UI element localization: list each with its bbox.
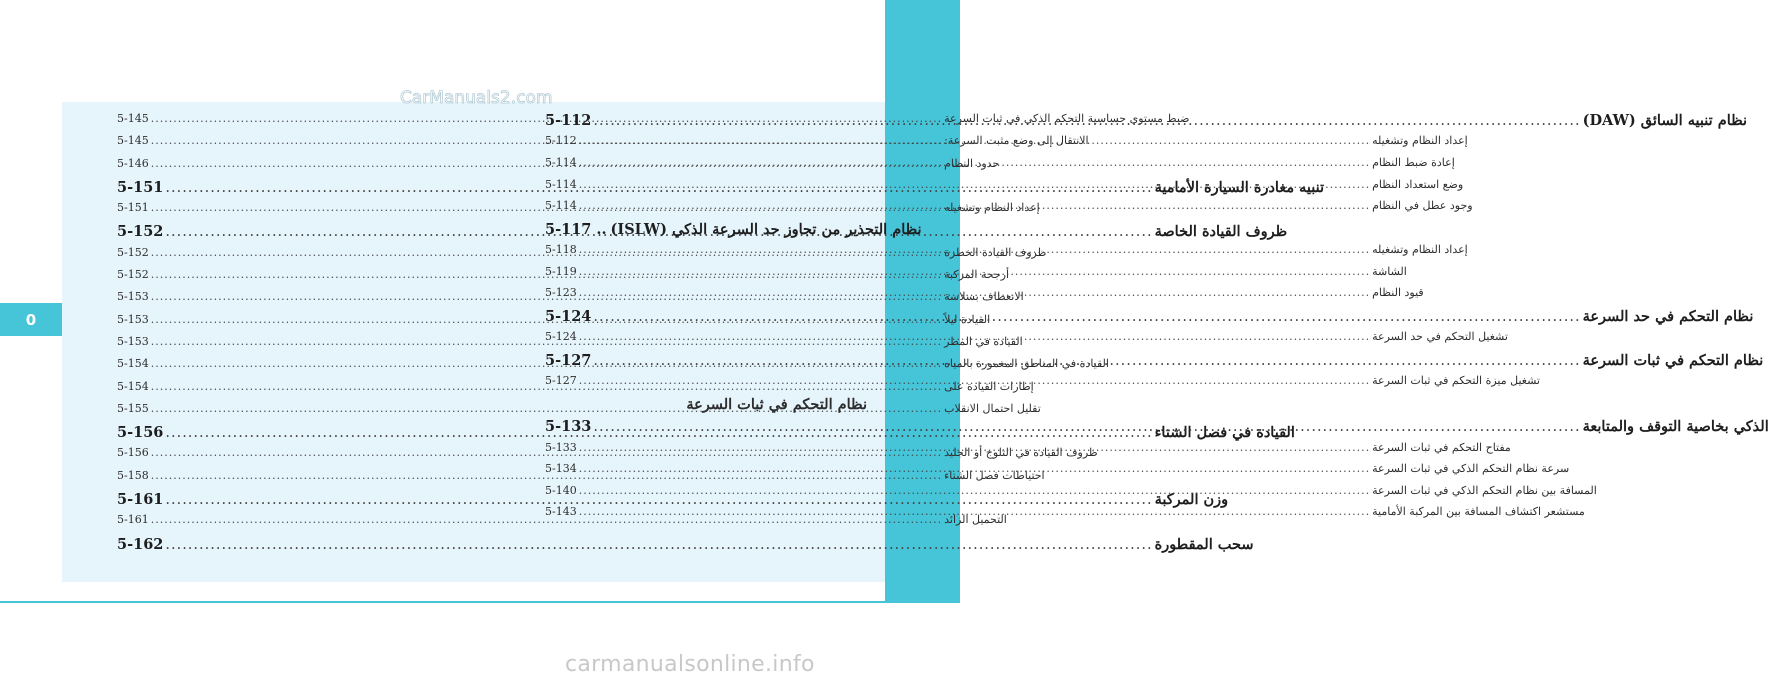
toc-leader-dots (593, 419, 1580, 435)
toc-page-number: 5-140 (545, 483, 577, 497)
toc-page-number: 5-145 (117, 112, 149, 125)
toc-section-title: القيادة في فصل الشتاء (1154, 424, 1295, 442)
toc-leader-dots (579, 134, 1370, 147)
toc-page-number: 5-152 (117, 223, 164, 241)
toc-page-number: 5-127 (545, 374, 577, 388)
toc-page-number: 5-133 (545, 418, 592, 436)
toc-subsection-title: إعداد النظام وتشغيله (1372, 243, 1468, 257)
toc-page-number: 5-151 (117, 178, 164, 196)
toc-leader-dots (165, 537, 1152, 553)
toc-subsection-title: إطارات القيادة على (944, 379, 1034, 393)
toc-page-number: 5-152 (117, 245, 149, 259)
toc-section-title: نظام التحكم في حد السرعة (1582, 307, 1754, 325)
toc-leader-dots (579, 156, 1370, 169)
chapter-tab-label: 0 (25, 310, 37, 329)
toc-subsection-title: إعداد النظام وتشغيله (944, 201, 1040, 215)
toc-page-number: 5-161 (117, 491, 164, 509)
toc-entry[interactable] (545, 396, 867, 418)
toc-section-title: الذكي بخاصية التوقف والمتابعة (1582, 418, 1769, 436)
toc-subsection-title: الشاشة (1372, 264, 1407, 278)
toc-page-number: 5-134 (545, 462, 577, 476)
toc-leader-dots (579, 441, 1370, 454)
toc-section-title: نظام التحكم في ثبات السرعة (1582, 351, 1764, 369)
toc-section-title: تنبيه مغادرة السيارة الأمامية (1154, 178, 1325, 196)
watermark-bottom: carmanualsonline.info (565, 652, 815, 677)
toc-subsection-title: مستشعر اكتشاف المسافة بين المركبة الأمامية (1372, 505, 1585, 519)
toc-subsection-title: المسافة بين نظام التحكم الذكي في ثبات السرعة (1372, 483, 1597, 497)
toc-subsection-title: إعادة ضبط النظام (1372, 155, 1455, 169)
toc-subsection-title: تشغيل ميزة التحكم في ثبات السرعة (1372, 374, 1540, 388)
toc-section-title: نظام تنبيه السائق (DAW) (1582, 112, 1748, 129)
toc-page-number: 5-156 (117, 424, 164, 442)
toc-leader-dots (579, 484, 1370, 497)
toc-leader-dots (593, 309, 1580, 325)
toc-page-number: 5-127 (545, 351, 592, 369)
toc-page-number: 5-153 (117, 334, 149, 348)
toc-section-title: نظام التحذير من تجاوز حد السرعة الذكي (ISLW) (610, 220, 922, 238)
toc-page-number: 5-119 (545, 264, 577, 278)
toc-leader-dots (579, 330, 1370, 343)
toc-section-title: نظام التحكم في ثبات السرعة (686, 395, 867, 413)
toc-page-number: 5-112 (545, 134, 577, 148)
toc-section-title: وزن المركبة (1154, 491, 1229, 509)
toc-subsection-title: وجود عطل في النظام (1372, 199, 1473, 213)
toc-subsection-title: الانعطاف بسلاسة (944, 290, 1024, 304)
toc-subsection-title: القيادة ليلاً (944, 312, 991, 326)
toc-leader-dots (579, 199, 1370, 215)
toc-subsection-title: احتياطات فصل الشتاء (944, 468, 1045, 482)
toc-page-number: 5-118 (545, 243, 577, 257)
toc-section-title: ظروف القيادة الخاصة (1154, 223, 1288, 241)
toc-section-title: سحب المقطورة (1154, 535, 1254, 553)
toc-page-number: 5-114 (545, 177, 577, 191)
toc-page-number: 5-112 (545, 112, 592, 129)
toc-leader-dots (579, 286, 1370, 299)
toc-entry[interactable] (117, 535, 1254, 558)
toc-subsection-title: التحميل الزائد (944, 513, 1007, 527)
toc-page-number: 5-162 (117, 535, 164, 553)
toc-page-number: 5-161 (117, 513, 149, 527)
footer-divider (0, 601, 960, 603)
toc-subsection-title: حدود النظام (944, 156, 1000, 170)
toc-subsection-title: ظروف القيادة الخطرة (944, 245, 1047, 259)
toc-page-number: 5-145 (117, 134, 149, 148)
toc-page-number: 5-114 (545, 155, 577, 169)
toc-page-number: 5-155 (117, 401, 149, 415)
toc-page-number: 5-158 (117, 468, 149, 482)
toc-subsection-title: ظروف القيادة في الثلوج أو الجليد (944, 446, 1098, 460)
toc-subsection-title: قيود النظام (1372, 286, 1424, 300)
toc-subsection-title: القيادة في المطر (944, 334, 1023, 348)
watermark-top: CarManuals2.com (400, 88, 553, 108)
toc-leader-dots (593, 113, 1580, 129)
toc-page-number: 5-154 (117, 379, 149, 393)
toc-page-number: 5-156 (117, 446, 149, 460)
toc-subsection-title: إعداد النظام وتشغيله (1372, 134, 1468, 148)
toc-leader-dots (579, 505, 1370, 518)
toc-page-number: 5-153 (117, 290, 149, 304)
toc-subsection-title: مفتاح التحكم في ثبات السرعة (1372, 440, 1511, 454)
toc-page-number: 5-153 (117, 312, 149, 326)
toc-entry[interactable] (545, 220, 922, 243)
toc-page-number: 5-143 (545, 505, 577, 519)
toc-page-number: 5-114 (545, 199, 577, 213)
toc-page-number: 5-123 (545, 286, 577, 300)
toc-leader-dots (579, 178, 1370, 191)
chapter-tab[interactable] (0, 303, 62, 336)
toc-subsection-title: سرعة نظام التحكم الذكي في ثبات السرعة (1372, 462, 1570, 476)
toc-subsection-title: تقليل احتمال الانقلاب (944, 401, 1041, 415)
toc-leader-dots (579, 243, 1370, 256)
toc-subsection-title: تشغيل التحكم في حد السرعة (1372, 330, 1508, 344)
toc-page-number: 5-117 .. (545, 220, 607, 238)
toc-subsection-title: القيادة في المناطق المغمورة بالمياه (944, 357, 1109, 371)
toc-page-number: 5-133 (545, 440, 577, 454)
toc-leader-dots (579, 462, 1370, 475)
toc-page-number: 5-124 (545, 307, 592, 325)
toc-page-number: 5-124 (545, 330, 577, 344)
toc-page-number: 5-154 (117, 357, 149, 371)
toc-leader-dots (579, 265, 1370, 278)
toc-page-number: 5-146 (117, 156, 149, 170)
toc-page-number: 5-151 (117, 201, 149, 215)
toc-leader-dots (579, 374, 1370, 387)
toc-entry[interactable] (117, 513, 1007, 535)
toc-subsection-title: ضبط مستوى حساسية التحكم الذكي في ثبات السرعة (944, 112, 1190, 125)
toc-subsection-title: الانتقال إلى وضع مثبت السرعة: (944, 134, 1089, 148)
toc-subsection-title: أرجحة المركبة (944, 268, 1010, 282)
toc-leader-dots (593, 353, 1580, 369)
toc-page-number: 5-152 (117, 268, 149, 282)
toc-subsection-title: وضع استعداد النظام (1372, 177, 1464, 191)
